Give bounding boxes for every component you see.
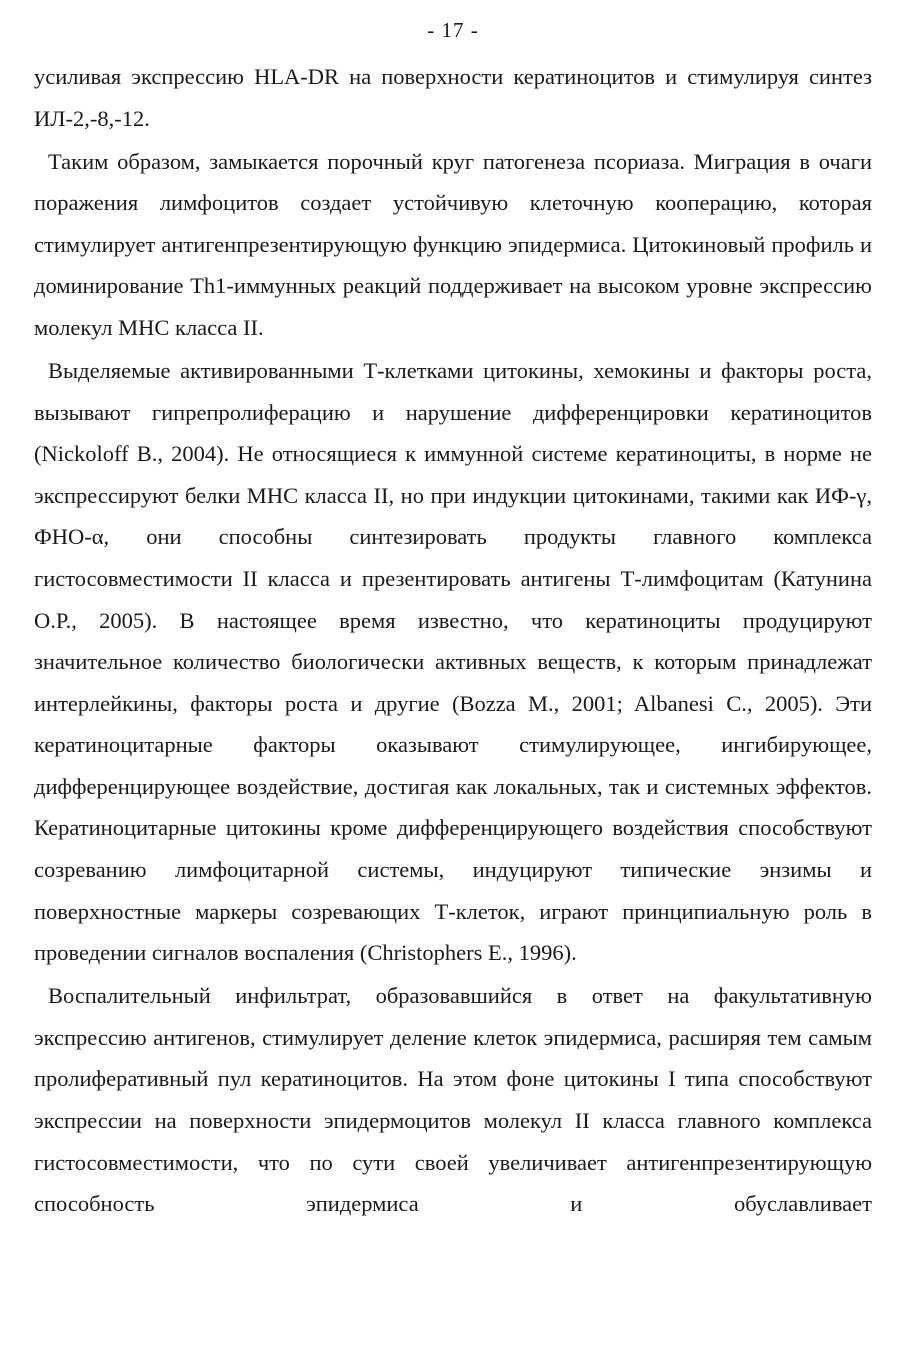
body-text: [34, 56, 872, 1226]
paragraph-inflammatory-infiltrate: Воспалительный инфильтрат, образовавшийся в ответ на факультативную экспрессию антигенов, стимулирует деление клеток эпидермиса, расширяя тем самым пролиферативный пул кератиноцитов. На этом фоне цитокины I типа способствуют экспрессии на поверхности эпидермоцитов молекул II класса главного комплекса гистосовместимости, что по сути своей увеличивает антигенпрезентирующую способность эпидермиса и обуславливает: [34, 983, 872, 1217]
paragraph-continuation: усиливая экспрессию HLA-DR на поверхности кератиноцитов и стимулируя синтез ИЛ-2,-8,-12.: [34, 64, 872, 131]
paragraph-cytokines-keratinocytes: Выделяемые активированными Т-клетками цитокины, хемокины и факторы роста, вызывают гипрепролиферацию и нарушение дифференцировки кератиноцитов (Nickoloff B., 2004). Не относящиеся к иммунной системе кератиноциты, в норме не экспрессируют белки МНС класса II, но при индукции цитокинами, такими как ИФ-γ, ФНО-α, они способны синтезировать продукты главного комплекса гистосовместимости II класса и презентировать антигены Т-лимфоцитам (Катунина О.Р., 2005). В настоящее время известно, что кератиноциты продуцируют значительное количество биологически активных веществ, к которым принадлежат интерлейкины, факторы роста и другие (Bozza M., 2001; Albanesi C., 2005). Эти кератиноцитарные факторы оказывают стимулирующее, ингибирующее, дифференцирующее воздействие, достигая как локальных, так и системных эффектов. Кератиноцитарные цитокины кроме дифференцирующего воздействия способствуют созреванию лимфоцитарной системы, индуцируют типические энзимы и поверхностные маркеры созревающих Т-клеток, играют принципиальную роль в проведении сигналов воспаления (Christophers E., 1996).: [34, 357, 872, 966]
page-number: - 17 -: [427, 18, 479, 42]
paragraph-pathogenesis-cycle: Таким образом, замыкается порочный круг патогенеза псориаза. Миграция в очаги поражения лимфоцитов создает устойчивую клеточную кооперацию, которая стимулирует антигенпрезентирующую функцию эпидермиса. Цитокиновый профиль и доминирование Th1-иммунных реакций поддерживает на высоком уровне экспрессию молекул МНС класса II.: [34, 148, 872, 340]
